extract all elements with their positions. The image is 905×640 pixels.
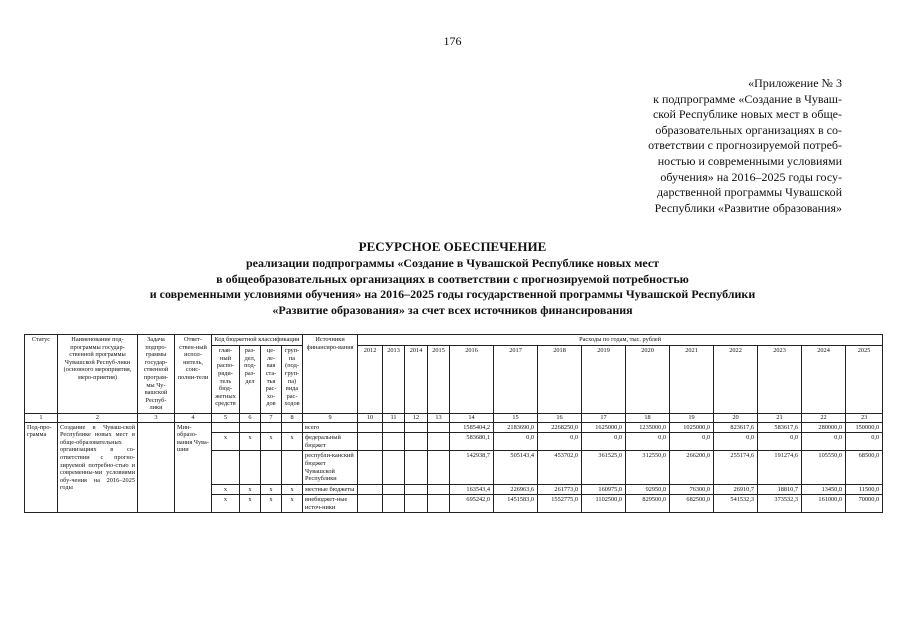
empty-year-cell (358, 451, 383, 484)
empty-year-cell (358, 484, 383, 495)
value-cell: 0,0 (802, 433, 846, 451)
title-line: и современными условиями обучения» на 2016–2025 годы государственной программы Чувашской Республики (149, 287, 756, 302)
column-number: 8 (282, 413, 303, 422)
value-cell: 70000,0 (846, 495, 883, 513)
empty-year-cell (428, 433, 450, 451)
header-task: Задача подпро-граммы государ-ственной програм-мы Чу-вашской Респуб-лики (138, 335, 175, 414)
value-cell: 1102500,0 (582, 495, 626, 513)
header-year: 2012 (358, 346, 383, 414)
column-number: 20 (714, 413, 758, 422)
empty-year-cell (358, 422, 383, 433)
appendix-line: к подпрограмме «Создание в Чуваш- (653, 91, 842, 106)
value-cell: 361525,0 (582, 451, 626, 484)
value-cell: 13450,0 (802, 484, 846, 495)
value-cell: 0,0 (714, 433, 758, 451)
status-cell: Под-про-грамма (25, 422, 58, 513)
source-cell: федеральный бюджет (303, 433, 358, 451)
header-year: 2016 (450, 346, 494, 414)
source-cell: республи-канский бюджет Чувашской Республики (303, 451, 358, 484)
source-cell: всего (303, 422, 358, 433)
title-line: «Развитие образования» за счет всех источников финансирования (272, 302, 633, 317)
header-year: 2018 (538, 346, 582, 414)
column-number: 6 (240, 413, 261, 422)
header-budget-sub: груп-па (под-груп-па) вида рас-ходов (282, 346, 303, 414)
appendix-line: «Приложение № 3 (748, 76, 842, 90)
value-cell: 1235000,0 (626, 422, 670, 433)
empty-year-cell (383, 451, 405, 484)
value-cell: 1625000,0 (582, 422, 626, 433)
code-cell: x (240, 484, 261, 495)
appendix-line: Республики «Развитие образования» (654, 200, 842, 215)
empty-year-cell (428, 484, 450, 495)
executor-cell: Мин-образо-вания Чува-шии (175, 422, 212, 513)
column-number-row (25, 413, 883, 422)
empty-year-cell (383, 484, 405, 495)
title-main: РЕСУРСНОЕ ОБЕСПЕЧЕНИЕ (358, 239, 547, 254)
value-cell: 682500,0 (670, 495, 714, 513)
value-cell: 1025000,0 (670, 422, 714, 433)
column-number: 23 (846, 413, 883, 422)
code-cell: x (240, 433, 261, 451)
column-number: 9 (303, 413, 358, 422)
appendix-line: дарственной программы Чувашской (657, 185, 842, 200)
code-cell: x (261, 484, 282, 495)
header-row (25, 335, 883, 346)
resource-table (24, 334, 883, 513)
value-cell: 823617,6 (714, 422, 758, 433)
column-number: 11 (383, 413, 405, 422)
code-cell: x (212, 484, 240, 495)
header-year: 2017 (494, 346, 538, 414)
code-cell: x (282, 495, 303, 513)
value-cell: 226963,6 (494, 484, 538, 495)
value-cell: 583680,1 (450, 433, 494, 451)
value-cell: 0,0 (582, 433, 626, 451)
code-cell: x (240, 495, 261, 513)
header-year: 2025 (846, 346, 883, 414)
header-name: Наименование под-программы государ-ственной программы Чувашской Респуб-лики (основного мероприятия, меро-приятия) (58, 335, 138, 414)
column-number: 16 (538, 413, 582, 422)
value-cell: 695242,0 (450, 495, 494, 513)
document-title (0, 238, 905, 318)
header-budget-sub: глав-ный распо-ряди-тель бюд-жетных средств (212, 346, 240, 414)
header-status: Статус (25, 335, 58, 414)
header-expenses: Расходы по годам, тыс. рублей (358, 335, 883, 346)
empty-year-cell (383, 495, 405, 513)
value-cell: 150000,0 (846, 422, 883, 433)
header-budget-code: Код бюджетной классификации (212, 335, 303, 346)
value-cell: 541532,3 (714, 495, 758, 513)
value-cell: 453702,0 (538, 451, 582, 484)
value-cell: 373532,3 (758, 495, 802, 513)
column-number: 22 (802, 413, 846, 422)
header-year: 2022 (714, 346, 758, 414)
appendix-line: ской Республике новых мест в обще- (652, 107, 842, 122)
header-year: 2020 (626, 346, 670, 414)
value-cell: 0,0 (626, 433, 670, 451)
column-number: 7 (261, 413, 282, 422)
appendix-note (580, 76, 842, 216)
value-cell: 0,0 (758, 433, 802, 451)
column-number: 1 (25, 413, 58, 422)
code-cell (282, 451, 303, 484)
column-number: 3 (138, 413, 175, 422)
header-executor: Ответ-ствен-ный испол-нитель, соис-полни-тели (175, 335, 212, 414)
empty-year-cell (405, 433, 428, 451)
value-cell: 2183690,0 (494, 422, 538, 433)
column-number: 4 (175, 413, 212, 422)
column-number: 17 (582, 413, 626, 422)
value-cell: 160975,0 (582, 484, 626, 495)
code-cell: x (212, 495, 240, 513)
source-cell: местные бюджеты (303, 484, 358, 495)
value-cell: 163543,4 (450, 484, 494, 495)
column-number: 15 (494, 413, 538, 422)
empty-year-cell (405, 484, 428, 495)
code-cell (212, 451, 240, 484)
value-cell: 105550,0 (802, 451, 846, 484)
task-cell (138, 422, 175, 513)
header-sources: Источники финансиро-вания (303, 335, 358, 414)
code-cell (212, 422, 240, 433)
code-cell: x (212, 433, 240, 451)
column-number: 2 (58, 413, 138, 422)
code-cell: x (282, 484, 303, 495)
title-line: реализации подпрограммы «Создание в Чувашской Республике новых мест (245, 256, 660, 270)
header-budget-sub: це-ле-вая ста-тья рас-хо-дов (261, 346, 282, 414)
value-cell: 92950,0 (626, 484, 670, 495)
empty-year-cell (383, 422, 405, 433)
value-cell: 0,0 (494, 433, 538, 451)
table-row (25, 422, 883, 433)
header-year: 2014 (405, 346, 428, 414)
appendix-line: обучения» на 2016–2025 годы госу- (660, 169, 842, 184)
value-cell: 18810,7 (758, 484, 802, 495)
value-cell: 505143,4 (494, 451, 538, 484)
appendix-line: образовательных организациях в со- (655, 122, 842, 137)
value-cell: 191274,6 (758, 451, 802, 484)
value-cell: 1451583,0 (494, 495, 538, 513)
appendix-line: ностью и современными условиями (657, 153, 842, 168)
header-year: 2013 (383, 346, 405, 414)
value-cell: 266200,0 (670, 451, 714, 484)
code-cell (261, 451, 282, 484)
value-cell: 11500,0 (846, 484, 883, 495)
value-cell: 583617,6 (758, 422, 802, 433)
code-cell: x (261, 495, 282, 513)
value-cell: 26910,7 (714, 484, 758, 495)
subprogram-name-cell: Создание в Чуваш-ской Республике новых мест в обще-образовательных организациях в со-ответствии с прогно-зируемой потребно-стью и современны-ми условиями обу-чения на 2016–2025 годы (58, 422, 138, 513)
column-number: 13 (428, 413, 450, 422)
column-number: 5 (212, 413, 240, 422)
empty-year-cell (383, 433, 405, 451)
code-cell: x (261, 433, 282, 451)
column-number: 12 (405, 413, 428, 422)
value-cell: 261773,0 (538, 484, 582, 495)
header-year: 2023 (758, 346, 802, 414)
header-year: 2021 (670, 346, 714, 414)
value-cell: 68500,0 (846, 451, 883, 484)
header-year: 2024 (802, 346, 846, 414)
code-cell (282, 422, 303, 433)
page-number: 176 (443, 34, 462, 48)
code-cell (240, 422, 261, 433)
value-cell: 1552775,0 (538, 495, 582, 513)
empty-year-cell (405, 495, 428, 513)
column-number: 21 (758, 413, 802, 422)
empty-year-cell (428, 451, 450, 484)
empty-year-cell (428, 495, 450, 513)
column-number: 10 (358, 413, 383, 422)
value-cell: 161000,0 (802, 495, 846, 513)
value-cell: 255174,6 (714, 451, 758, 484)
code-cell (261, 422, 282, 433)
value-cell: 0,0 (670, 433, 714, 451)
value-cell: 0,0 (538, 433, 582, 451)
header-year: 2015 (428, 346, 450, 414)
empty-year-cell (405, 451, 428, 484)
value-cell: 2268250,0 (538, 422, 582, 433)
header-budget-sub: раз-дел, под-раз-дел (240, 346, 261, 414)
value-cell: 142938,7 (450, 451, 494, 484)
source-cell: внебюджет-ные источ-ники (303, 495, 358, 513)
code-cell: x (282, 433, 303, 451)
value-cell: 76300,0 (670, 484, 714, 495)
value-cell: 280000,0 (802, 422, 846, 433)
empty-year-cell (428, 422, 450, 433)
code-cell (240, 451, 261, 484)
column-number: 14 (450, 413, 494, 422)
empty-year-cell (405, 422, 428, 433)
value-cell: 0,0 (846, 433, 883, 451)
column-number: 18 (626, 413, 670, 422)
value-cell: 1585404,2 (450, 422, 494, 433)
title-line: в общеобразовательных организациях в соответствии с прогнозируемой потребностью (216, 271, 689, 286)
column-number: 19 (670, 413, 714, 422)
header-year: 2019 (582, 346, 626, 414)
value-cell: 829500,0 (626, 495, 670, 513)
empty-year-cell (358, 433, 383, 451)
value-cell: 312550,0 (626, 451, 670, 484)
empty-year-cell (358, 495, 383, 513)
appendix-line: ответствии с прогнозируемой потреб- (648, 138, 842, 153)
